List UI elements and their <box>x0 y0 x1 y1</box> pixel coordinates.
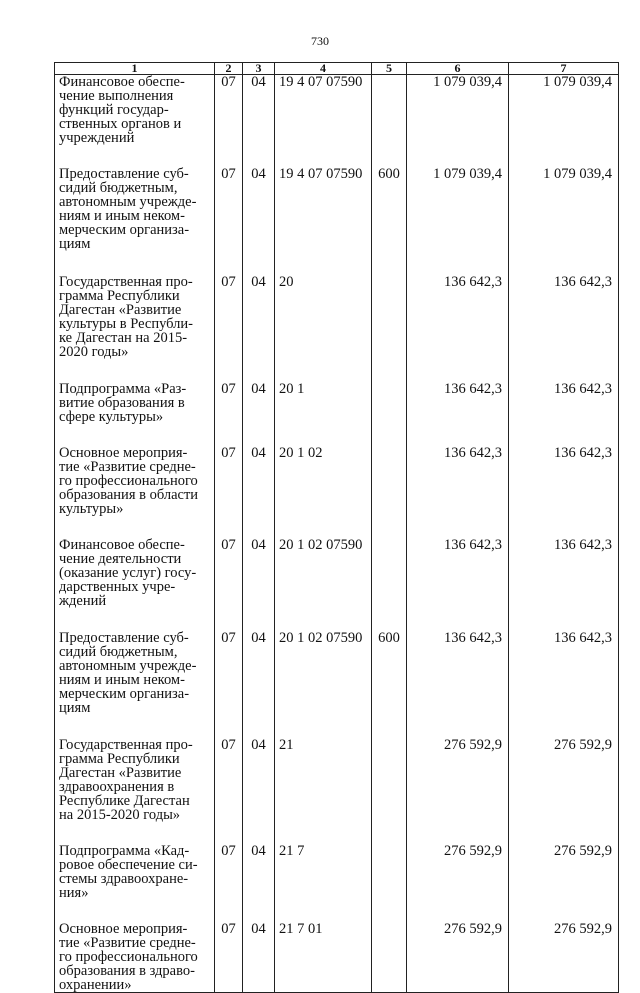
subsection-cell: 04 <box>243 631 275 738</box>
row-name-line: функций государ- <box>59 102 169 118</box>
amount-cell-7: 136 642,3 <box>509 275 619 382</box>
row-name-cell <box>55 446 215 538</box>
subsection-cell: 04 <box>243 538 275 631</box>
row-name-line: го профессионального <box>59 949 198 965</box>
row-name-line: тие «Развитие средне- <box>59 459 196 475</box>
table-row <box>55 844 619 922</box>
amount-cell-6: 136 642,3 <box>407 275 509 382</box>
amount-cell-6: 276 592,9 <box>407 738 509 844</box>
column-header-6: 6 <box>407 63 509 75</box>
target-article-cell: 20 1 02 <box>275 446 372 538</box>
row-name-line: го профессионального <box>59 473 198 489</box>
column-header-3: 3 <box>243 63 275 75</box>
row-name-line: Подпрограмма «Раз- <box>59 381 187 397</box>
expense-type-cell: 600 <box>372 631 407 738</box>
row-name-line: ственных органов и <box>59 116 182 132</box>
column-header-5: 5 <box>372 63 407 75</box>
target-article-cell: 21 <box>275 738 372 844</box>
subsection-cell: 04 <box>243 167 275 275</box>
column-header-2: 2 <box>215 63 243 75</box>
row-name-line: ждений <box>59 593 107 609</box>
row-name-line: циям <box>59 236 91 252</box>
row-name-line: сфере культуры» <box>59 409 164 425</box>
row-name-line: 2020 годы» <box>59 344 129 360</box>
row-name-line: ке Дагестан на 2015- <box>59 330 188 346</box>
row-name-line: сидий бюджетным, <box>59 180 178 196</box>
target-article-cell: 21 7 <box>275 844 372 922</box>
row-name-line: сидий бюджетным, <box>59 644 178 660</box>
row-name-line: Предоставление суб- <box>59 630 189 646</box>
row-name-line: тие «Развитие средне- <box>59 935 196 951</box>
row-name-line: ния» <box>59 885 89 901</box>
amount-cell-7: 276 592,9 <box>509 922 619 993</box>
row-name-line: Предоставление суб- <box>59 166 189 182</box>
row-name-line: Финансовое обеспе- <box>59 537 185 553</box>
target-article-cell: 21 7 01 <box>275 922 372 993</box>
row-name-line: учреждений <box>59 130 135 146</box>
expense-type-cell <box>372 738 407 844</box>
subsection-cell: 04 <box>243 922 275 993</box>
table-row <box>55 446 619 538</box>
table-row <box>55 738 619 844</box>
row-name-line: культуры» <box>59 501 124 517</box>
row-name-line: Республике Дагестан <box>59 793 190 809</box>
amount-cell-7: 136 642,3 <box>509 538 619 631</box>
table-row <box>55 275 619 382</box>
row-name-cell <box>55 738 215 844</box>
row-name-line: ниям и иным неком- <box>59 208 185 224</box>
target-article-cell: 19 4 07 07590 <box>275 167 372 275</box>
subsection-cell: 04 <box>243 382 275 446</box>
amount-cell-7: 136 642,3 <box>509 446 619 538</box>
section-cell: 07 <box>215 631 243 738</box>
row-name-line: Основное мероприя- <box>59 445 188 461</box>
section-cell: 07 <box>215 275 243 382</box>
expense-type-cell <box>372 538 407 631</box>
amount-cell-6: 136 642,3 <box>407 631 509 738</box>
row-name-line: на 2015-2020 годы» <box>59 807 181 823</box>
row-name-line: чение деятельности <box>59 551 182 567</box>
row-name-line: Государственная про- <box>59 737 193 753</box>
amount-cell-6: 136 642,3 <box>407 382 509 446</box>
table-row <box>55 75 619 168</box>
target-article-cell: 20 1 02 07590 <box>275 538 372 631</box>
amount-cell-6: 1 079 039,4 <box>407 167 509 275</box>
header-row <box>55 63 619 75</box>
row-name-line: витие образования в <box>59 395 185 411</box>
table-row <box>55 922 619 993</box>
subsection-cell: 04 <box>243 75 275 168</box>
section-cell: 07 <box>215 738 243 844</box>
row-name-cell <box>55 382 215 446</box>
page-number: 730 <box>311 34 329 48</box>
row-name-cell <box>55 275 215 382</box>
amount-cell-6: 136 642,3 <box>407 538 509 631</box>
row-name-cell <box>55 631 215 738</box>
target-article-cell: 20 <box>275 275 372 382</box>
row-name-cell <box>55 75 215 168</box>
table-row <box>55 631 619 738</box>
subsection-cell: 04 <box>243 738 275 844</box>
expense-type-cell <box>372 446 407 538</box>
column-header-4: 4 <box>275 63 372 75</box>
table-row <box>55 382 619 446</box>
expense-type-cell <box>372 382 407 446</box>
target-article-cell: 20 1 <box>275 382 372 446</box>
row-name-line: образования в области <box>59 487 199 503</box>
column-header-7: 7 <box>509 63 619 75</box>
table-body <box>55 75 619 993</box>
section-cell: 07 <box>215 538 243 631</box>
row-name-line: автономным учрежде- <box>59 658 197 674</box>
row-name-line: грамма Республики <box>59 751 180 767</box>
section-cell: 07 <box>215 446 243 538</box>
row-name-line: Финансовое обеспе- <box>59 74 185 90</box>
row-name-cell <box>55 922 215 993</box>
amount-cell-6: 1 079 039,4 <box>407 75 509 168</box>
amount-cell-6: 276 592,9 <box>407 922 509 993</box>
section-cell: 07 <box>215 844 243 922</box>
amount-cell-7: 276 592,9 <box>509 844 619 922</box>
target-article-cell: 19 4 07 07590 <box>275 75 372 168</box>
amount-cell-6: 276 592,9 <box>407 844 509 922</box>
row-name-line: чение выполнения <box>59 88 174 104</box>
row-name-line: Государственная про- <box>59 274 193 290</box>
section-cell: 07 <box>215 167 243 275</box>
row-name-cell <box>55 844 215 922</box>
row-name-line: циям <box>59 700 91 716</box>
expense-type-cell <box>372 75 407 168</box>
row-name-line: дарственных учре- <box>59 579 176 595</box>
row-name-line: стемы здравоохране- <box>59 871 189 887</box>
budget-table <box>54 62 619 993</box>
column-header-1: 1 <box>55 63 215 75</box>
subsection-cell: 04 <box>243 844 275 922</box>
table-header <box>55 63 619 75</box>
row-name-line: грамма Республики <box>59 288 180 304</box>
row-name-line: автономным учрежде- <box>59 194 197 210</box>
section-cell: 07 <box>215 75 243 168</box>
row-name-cell <box>55 538 215 631</box>
row-name-line: Дагестан «Развитие <box>59 765 182 781</box>
expense-type-cell <box>372 922 407 993</box>
row-name-line: Подпрограмма «Кад- <box>59 843 190 859</box>
table-row <box>55 167 619 275</box>
row-name-cell <box>55 167 215 275</box>
amount-cell-7: 1 079 039,4 <box>509 75 619 168</box>
expense-type-cell <box>372 844 407 922</box>
expense-type-cell: 600 <box>372 167 407 275</box>
amount-cell-7: 276 592,9 <box>509 738 619 844</box>
subsection-cell: 04 <box>243 275 275 382</box>
amount-cell-7: 136 642,3 <box>509 631 619 738</box>
row-name-line: ниям и иным неком- <box>59 672 185 688</box>
amount-cell-7: 1 079 039,4 <box>509 167 619 275</box>
section-cell: 07 <box>215 922 243 993</box>
row-name-line: культуры в Республи- <box>59 316 193 332</box>
row-name-line: здравоохранения в <box>59 779 175 795</box>
row-name-line: Дагестан «Развитие <box>59 302 182 318</box>
row-name-line: Основное мероприя- <box>59 921 188 937</box>
expense-type-cell <box>372 275 407 382</box>
row-name-line: охранении» <box>59 977 132 993</box>
row-name-line: мерческим организа- <box>59 686 190 702</box>
table-row <box>55 538 619 631</box>
row-name-line: ровое обеспечение си- <box>59 857 198 873</box>
amount-cell-7: 136 642,3 <box>509 382 619 446</box>
row-name-line: мерческим организа- <box>59 222 190 238</box>
section-cell: 07 <box>215 382 243 446</box>
row-name-line: образования в здраво- <box>59 963 195 979</box>
amount-cell-6: 136 642,3 <box>407 446 509 538</box>
subsection-cell: 04 <box>243 446 275 538</box>
target-article-cell: 20 1 02 07590 <box>275 631 372 738</box>
row-name-line: (оказание услуг) госу- <box>59 565 197 581</box>
